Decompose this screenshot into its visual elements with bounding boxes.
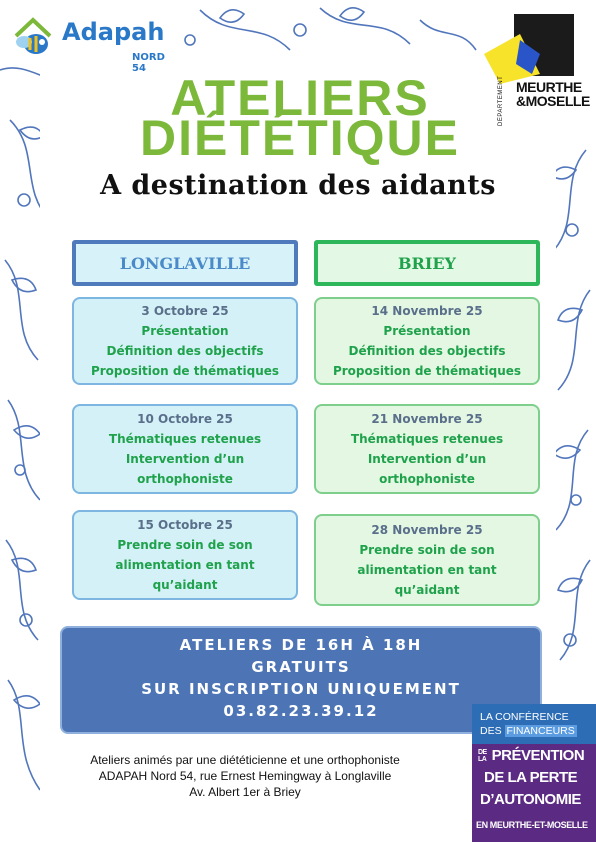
conference-line2: DE LA PERTE (484, 769, 578, 786)
footer-line3: Av. Albert 1er à Briey (189, 785, 301, 799)
footer (60, 752, 430, 800)
conference-line3: D’AUTONOMIE (480, 791, 581, 808)
departement-label: DÉPARTEMENT (498, 75, 504, 126)
info-phone: 03.82.23.39.12 (223, 702, 379, 720)
footer-line2: ADAPAH Nord 54, rue Ernest Hemingway à Longlaville (98, 769, 392, 783)
adapah-logo (6, 12, 176, 74)
session-line: alimentation en tant (357, 563, 497, 577)
session-line: Intervention d’un (125, 452, 245, 466)
conference-top2a: DES (480, 725, 505, 737)
info-free: GRATUITS (251, 658, 351, 676)
session-card (72, 297, 298, 385)
conference-prefix: DE LA (478, 749, 487, 764)
session-line: Thématiques retenues (108, 432, 262, 446)
session-line: qu’aidant (152, 578, 218, 592)
departement-name (516, 79, 590, 109)
adapah-name: Adapah (62, 18, 165, 46)
conference-financeurs-logo (472, 704, 596, 842)
session-line: Proposition de thématiques (332, 364, 522, 378)
title-line1: ATELIERS (170, 70, 430, 126)
conference-top2b: FINANCEURS (506, 725, 575, 737)
session-line: alimentation en tant (115, 558, 255, 572)
column-header-briey: BRIEY (314, 240, 540, 286)
footer-line1: Ateliers animés par une diététicienne et une orthophoniste (90, 753, 400, 767)
session-line: Présentation (141, 324, 229, 338)
departement-line2: &MOSELLE (516, 93, 590, 109)
session-card (314, 404, 540, 494)
session-line: Thématiques retenues (350, 432, 504, 446)
bee-house-icon (6, 12, 60, 62)
session-card (314, 514, 540, 606)
conference-top2 (480, 724, 588, 738)
session-date: 28 Novembre 25 (371, 523, 483, 537)
conference-line4: EN MEURTHE-ET-MOSELLE (476, 820, 588, 830)
adapah-sub: NORD 54 (132, 52, 165, 74)
session-card (314, 297, 540, 385)
info-box (60, 626, 542, 734)
session-date: 3 Octobre 25 (141, 304, 229, 318)
column-header-longlaville: LONGLAVILLE (72, 240, 298, 286)
session-date: 21 Novembre 25 (371, 412, 483, 426)
session-line: Présentation (383, 324, 471, 338)
session-line: Prendre soin de son (117, 538, 253, 552)
conference-l1: PRÉVENTION (491, 747, 585, 764)
session-line: Définition des objectifs (348, 344, 506, 358)
session-date: 10 Octobre 25 (137, 412, 233, 426)
session-card (72, 404, 298, 494)
session-line: Prendre soin de son (359, 543, 495, 557)
session-line: qu’aidant (394, 583, 460, 597)
session-date: 14 Novembre 25 (371, 304, 483, 318)
session-line: orthophoniste (137, 472, 233, 486)
info-hours: ATELIERS DE 16H À 18H (179, 636, 423, 654)
conference-top1: LA CONFÉRENCE (480, 711, 569, 723)
subtitle: A destination des aidants (100, 170, 496, 201)
session-line: Définition des objectifs (106, 344, 264, 358)
session-line: Proposition de thématiques (90, 364, 280, 378)
conference-line1 (478, 747, 584, 764)
departement-logo (480, 14, 590, 126)
departement-line1: MEURTHE (516, 79, 582, 95)
departement-shape-icon (480, 14, 580, 84)
session-line: Intervention d’un (367, 452, 487, 466)
session-line: orthophoniste (379, 472, 475, 486)
session-date: 15 Octobre 25 (137, 518, 233, 532)
conference-header (472, 704, 596, 744)
session-card (72, 510, 298, 600)
title-line2: DIÉTÉTIQUE (139, 110, 461, 166)
info-registration: SUR INSCRIPTION UNIQUEMENT (141, 680, 461, 698)
